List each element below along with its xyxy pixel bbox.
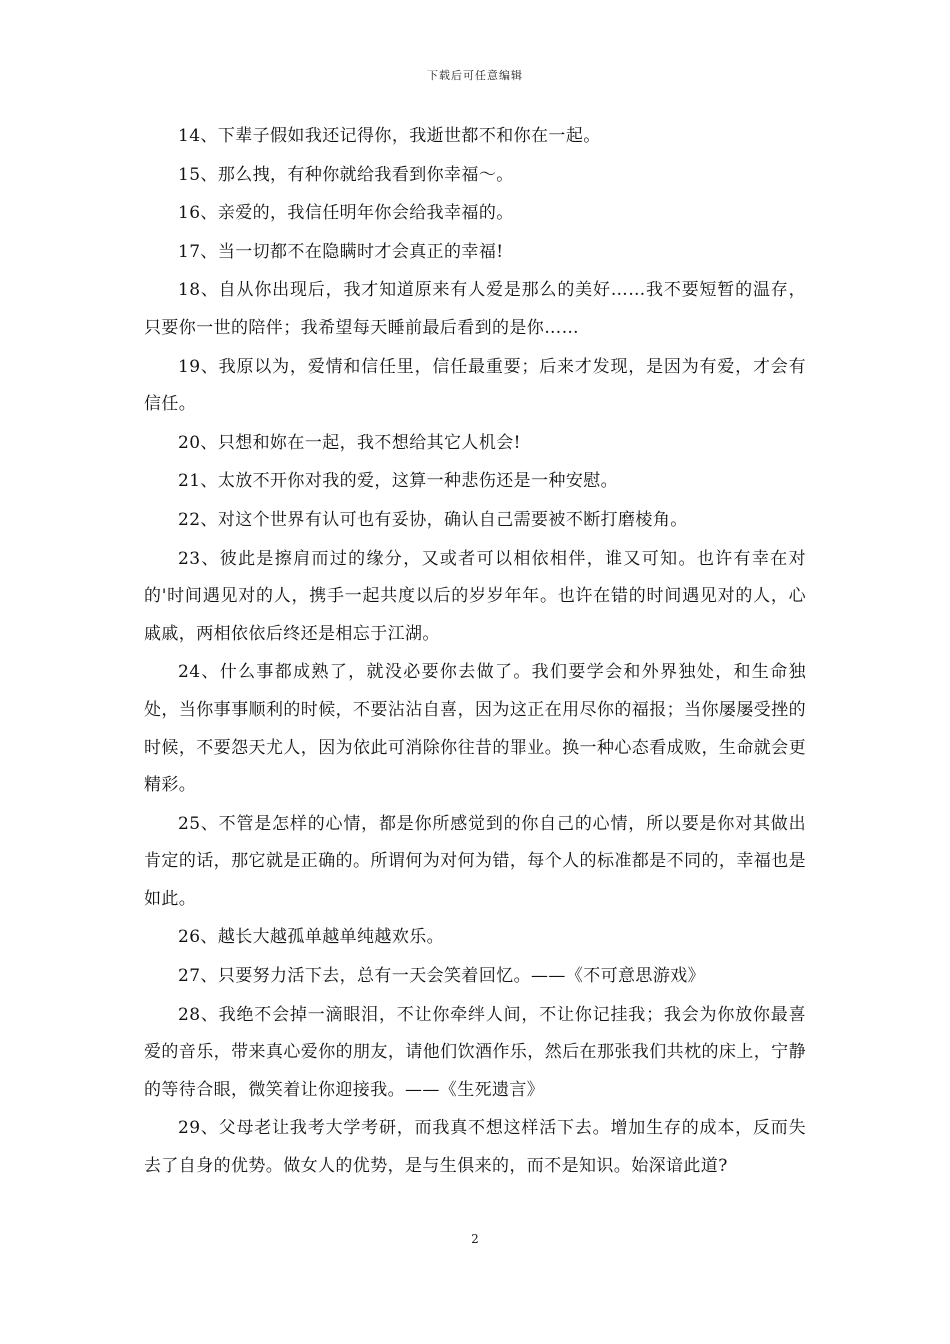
paragraph-27: 27、只要努力活下去，总有一天会笑着回忆。——《不可意思游戏》 — [178, 966, 706, 987]
paragraph-28: 28、我绝不会掉一滴眼泪，不让你牵绊人间，不让你记挂我；我会为你放你最喜爱的音乐，带来真心爱你的朋友，请他们饮酒作乐，然后在那张我们共枕的床上，宁静的等待合眼，微笑着让你迎接我。——《生死遗言》 — [144, 1004, 806, 1100]
paragraph-17: 17、当一切都不在隐瞒时才会真正的幸福! — [178, 241, 504, 262]
paragraph-14: 14、下辈子假如我还记得你，我逝世都不和你在一起。 — [178, 126, 601, 146]
paragraph-23: 23、彼此是擦肩而过的缘分，又或者可以相依相伴，谁又可知。也许有幸在对的'时间遇见对的人，携手一起共度以后的岁岁年年。也许在错的时间遇见对的人，心戚戚，两相依依后终还是相忘于江湖。 — [144, 548, 806, 644]
paragraph-18: 18、自从你出现后，我才知道原来有人爱是那么的美好……我不要短暂的温存，只要你一世的陪伴；我希望每天睡前最后看到的是你…… — [144, 280, 806, 338]
document-body — [144, 118, 806, 1187]
paragraph-16: 16、亲爱的，我信任明年你会给我幸福的。 — [178, 203, 514, 224]
paragraph-26: 26、越长大越孤单越单纯越欢乐。 — [178, 927, 445, 948]
paragraph-25: 25、不管是怎样的心情，都是你所感觉到的你自己的心情，所以要是你对其做出肯定的话，那它就是正确的。所谓何为对何为错，每个人的标准都是不同的，幸福也是如此。 — [144, 813, 806, 909]
paragraph-22: 22、对这个世界有认可也有妥协，确认自己需要被不断打磨棱角。 — [178, 509, 688, 530]
paragraph-29: 29、父母老让我考大学考研，而我真不想这样活下去。增加生存的成本，反而失去了自身的优势。做女人的优势，是与生俱来的，而不是知识。始深谙此道? — [144, 1118, 806, 1177]
page-header: 下载后可任意编辑 — [427, 69, 523, 82]
paragraph-21: 21、太放不开你对我的爱，这算一种悲伤还是一种安慰。 — [178, 471, 619, 492]
paragraph-20: 20、只想和妳在一起，我不想给其它人机会! — [178, 432, 521, 453]
paragraph-24: 24、什么事都成熟了，就没必要你去做了。我们要学会和外界独处，和生命独处，当你事事顺利的时候，不要沾沾自喜，因为这正在用尽你的福报；当你屡屡受挫的时候，不要怨天尤人，因为依此可消除你往昔的罪业。换一种心态看成败，生命就会更精彩。 — [144, 662, 806, 796]
paragraph-19: 19、我原以为，爱情和信任里，信任最重要；后来才发现，是因为有爱，才会有信任。 — [144, 356, 806, 415]
paragraph-15: 15、那么拽，有种你就给我看到你幸福〜。 — [178, 164, 514, 185]
page-number: 2 — [471, 1232, 479, 1246]
